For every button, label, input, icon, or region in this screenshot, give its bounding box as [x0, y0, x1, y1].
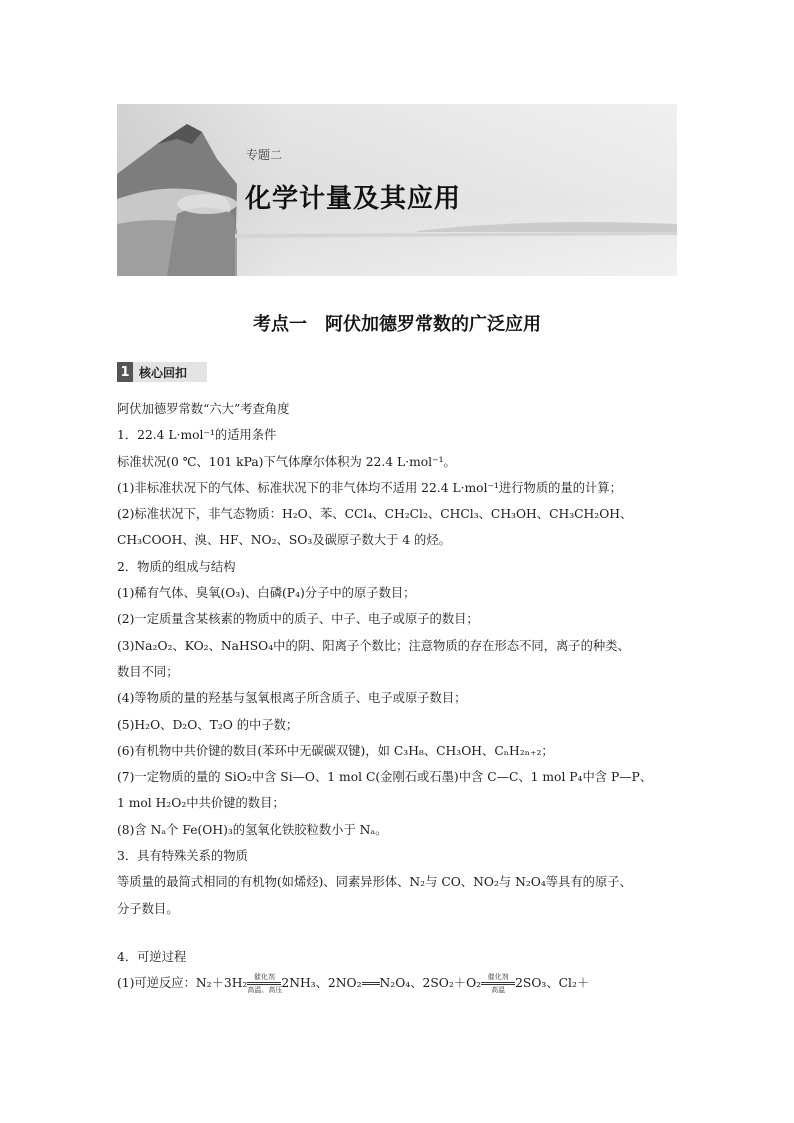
reversible-arrow-icon	[481, 973, 515, 994]
spacer	[117, 922, 679, 944]
heading-4: 4．可逆过程	[117, 949, 187, 964]
paragraph: (1)稀有气体、臭氧(O₃)、白磷(P₄)分子中的原子数目；	[117, 586, 416, 601]
chapter-banner	[117, 104, 677, 276]
paragraph: (2)一定质量含某核素的物质中的质子、中子、电子或原子的数目；	[117, 612, 479, 627]
paragraph: (4)等物质的量的羟基与氢氧根离子所含质子、电子或原子数目；	[117, 691, 467, 706]
badge-label: 核心回扣	[139, 365, 188, 380]
equation-part: 2SO₃、Cl₂＋	[515, 976, 590, 991]
chapter-title: 化学计量及其应用	[245, 184, 462, 214]
equation-line	[117, 970, 679, 996]
arrow-condition-top: 催化剂	[253, 973, 275, 982]
arrow-condition-top: 催化剂	[487, 973, 509, 982]
paragraph: (6)有机物中共价键的数目(苯环中无碳碳双键)，如 C₃H₈、CH₃OH、CₙH₂ₙ₊₂；	[117, 743, 554, 758]
paragraph: 数目不同；	[117, 664, 179, 679]
equation-part: (1)可逆反应：N₂＋3H₂	[117, 976, 248, 991]
heading-2: 2．物质的组成与结构	[117, 559, 236, 574]
chapter-subtitle: 专题二	[246, 148, 283, 162]
paragraph: (3)Na₂O₂、KO₂、NaHSO₄中的阴、阳离子个数比；注意物质的存在形态不同，离子的种类、	[117, 638, 630, 653]
reversible-arrow-icon	[362, 981, 380, 986]
paragraph: (2)标准状况下，非气态物质：H₂O、苯、CCl₄、CH₂Cl₂、CHCl₃、CH₃OH、CH₃CH₂OH、	[117, 507, 633, 522]
section-title: 考点一 阿伏加德罗常数的广泛应用	[253, 314, 541, 335]
paragraph: (8)含 Nₐ个 Fe(OH)₃的氢氧化铁胶粒数小于 Nₐ。	[117, 822, 388, 837]
heading-3: 3．具有特殊关系的物质	[117, 849, 248, 864]
paragraph: (7)一定物质的量的 SiO₂中含 Si—O、1 mol C(金刚石或石墨)中含 C—C、1 mol P₄中含 P—P、	[117, 770, 653, 785]
equation-part: N₂O₄、2SO₂＋O₂	[379, 976, 482, 991]
paragraph: (1)非标准状况下的气体、标准状况下的非气体均不适用 22.4 L·mol⁻¹进行物质的量的计算；	[117, 480, 622, 495]
paragraph: 标准状况(0 ℃、101 kPa)下气体摩尔体积为 22.4 L·mol⁻¹。	[117, 454, 456, 469]
reversible-arrow-icon	[247, 973, 281, 994]
arrow-condition-bottom: 高温、高压	[247, 986, 283, 995]
paragraph: 1 mol H₂O₂中共价键的数目；	[117, 796, 285, 811]
paragraph: (5)H₂O、D₂O、T₂O 的中子数；	[117, 717, 299, 732]
heading-1: 1．22.4 L·mol⁻¹的适用条件	[117, 428, 277, 443]
paragraph: 等质量的最简式相同的有机物(如烯烃)、同素异形体、N₂与 CO、NO₂与 N₂O₄等具有的原子、	[117, 875, 632, 890]
equation-part: 2NH₃、2NO₂	[281, 976, 362, 991]
section-badge	[117, 362, 207, 382]
paragraph: CH₃COOH、溴、HF、NO₂、SO₃及碳原子数大于 4 的烃。	[117, 533, 451, 548]
paragraph: 分子数目。	[117, 901, 179, 916]
intro-line: 阿伏加德罗常数“六大”考查角度	[117, 402, 290, 416]
arrow-condition-bottom: 高温	[491, 986, 506, 995]
content-body	[117, 396, 679, 997]
badge-number: 1	[117, 362, 133, 382]
